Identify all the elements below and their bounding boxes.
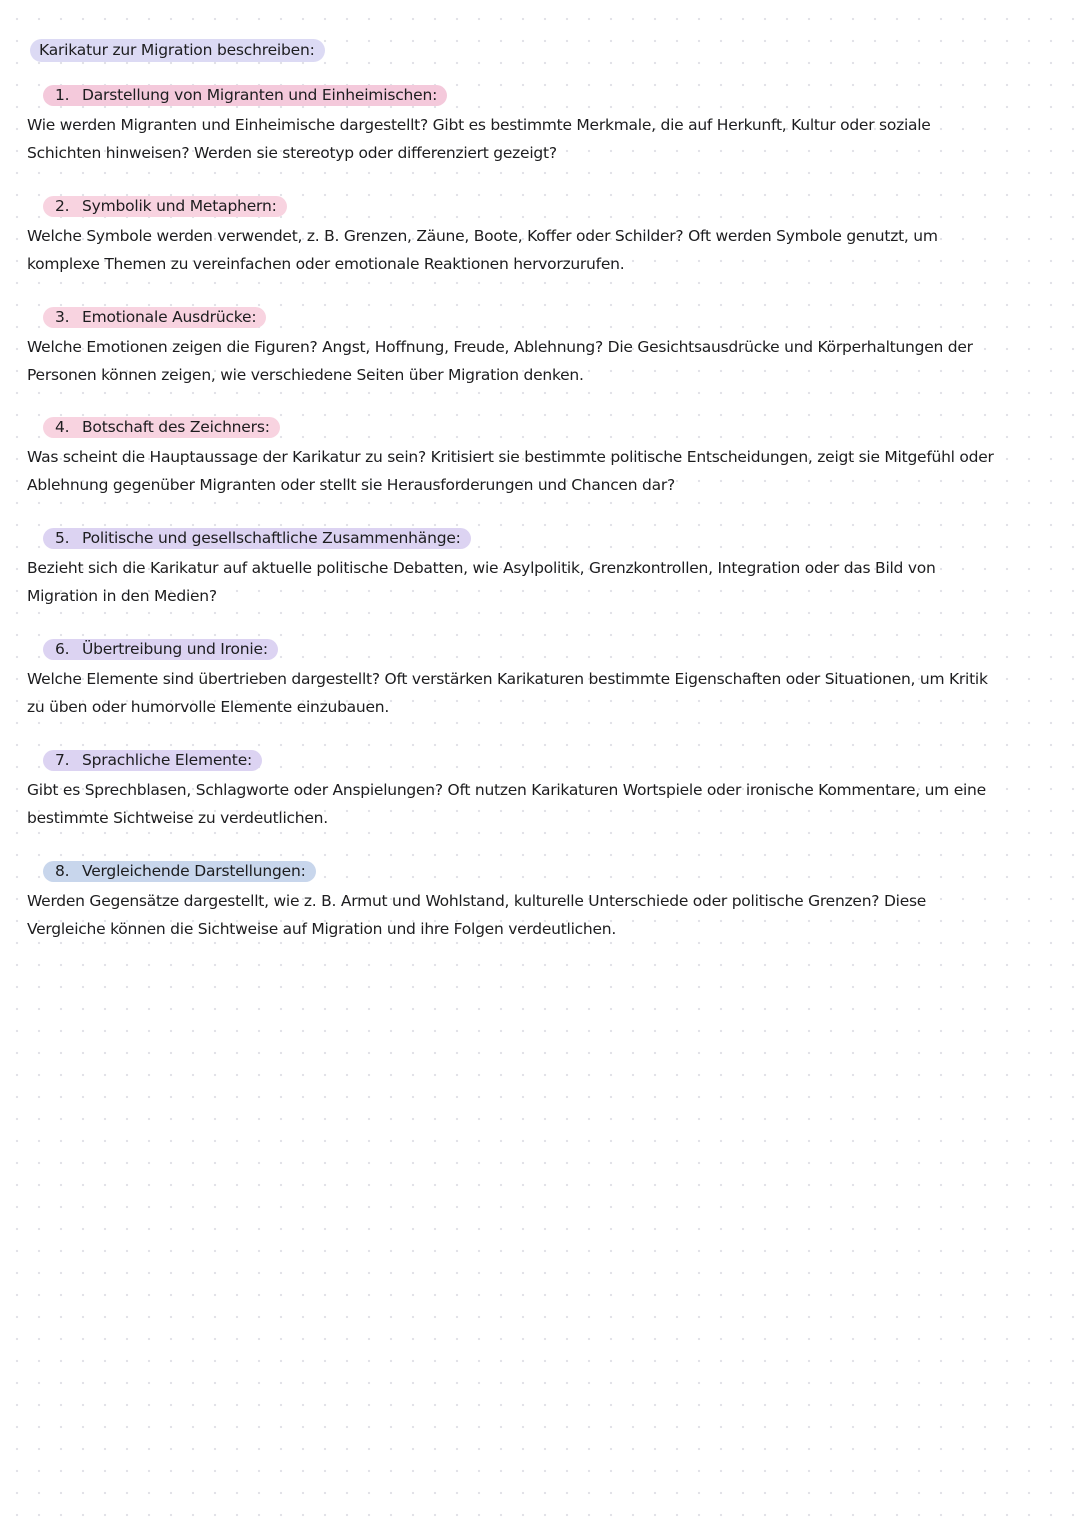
section-heading (43, 861, 316, 882)
section-8 (27, 861, 1027, 943)
section-heading-text: Symbolik und Metaphern: (82, 197, 277, 215)
section-number: 2. (55, 197, 70, 215)
section-number: 7. (55, 751, 70, 769)
section-number: 3. (55, 308, 70, 326)
section-number: 5. (55, 529, 70, 547)
section-1 (27, 85, 1027, 167)
section-text: Welche Elemente sind übertrieben dargestellt? Oft verstärken Karikaturen bestimmte Eigenschaften oder Situationen, um Kritik zu üben oder humorvolle Elemente einzubauen. (27, 670, 988, 716)
section-heading (43, 417, 280, 438)
section-number: 6. (55, 640, 70, 658)
section-4 (27, 417, 1027, 499)
section-7 (27, 750, 1027, 832)
section-number: 1. (55, 86, 70, 104)
section-number: 8. (55, 862, 70, 880)
section-heading-text: Darstellung von Migranten und Einheimischen: (82, 86, 438, 104)
section-heading-text: Botschaft des Zeichners: (82, 418, 270, 436)
section-heading (43, 750, 262, 771)
section-2 (27, 196, 1027, 278)
section-heading-text: Übertreibung und Ironie: (82, 640, 268, 658)
section-3 (27, 307, 1027, 389)
section-heading (43, 85, 447, 106)
section-5 (27, 528, 1027, 610)
section-heading (43, 528, 471, 549)
section-heading-text: Politische und gesellschaftliche Zusammenhänge: (82, 529, 461, 547)
section-text: Welche Emotionen zeigen die Figuren? Angst, Hoffnung, Freude, Ablehnung? Die Gesichtsausdrücke und Körperhaltungen der Personen können zeigen, wie verschiedene Seiten über Migration denken. (27, 338, 973, 384)
page-title: Karikatur zur Migration beschreiben: (30, 39, 325, 62)
section-text: Welche Symbole werden verwendet, z. B. Grenzen, Zäune, Boote, Koffer oder Schilder? Oft werden Symbole genutzt, um komplexe Themen zu vereinfachen oder emotionale Reaktionen hervorzurufen. (27, 227, 938, 273)
section-heading-text: Emotionale Ausdrücke: (82, 308, 257, 326)
section-number: 4. (55, 418, 70, 436)
section-heading (43, 307, 266, 328)
section-text: Was scheint die Hauptaussage der Karikatur zu sein? Kritisiert sie bestimmte politische Entscheidungen, zeigt sie Mitgefühl oder Ablehnung gegenüber Migranten oder stellt sie Herausforderungen und Chancen dar? (27, 448, 994, 494)
section-text: Bezieht sich die Karikatur auf aktuelle politische Debatten, wie Asylpolitik, Grenzkontrollen, Integration oder das Bild von Migration in den Medien? (27, 559, 936, 605)
section-heading-text: Sprachliche Elemente: (82, 751, 253, 769)
section-heading (43, 639, 278, 660)
section-text: Werden Gegensätze dargestellt, wie z. B. Armut und Wohlstand, kulturelle Unterschiede oder politische Grenzen? Diese Vergleiche können die Sichtweise auf Migration und ihre Folgen verdeutlichen. (27, 892, 927, 938)
section-text: Wie werden Migranten und Einheimische dargestellt? Gibt es bestimmte Merkmale, die auf Herkunft, Kultur oder soziale Schichten hinweisen? Werden sie stereotyp oder differenziert gezeigt? (27, 116, 931, 162)
section-text: Gibt es Sprechblasen, Schlagworte oder Anspielungen? Oft nutzen Karikaturen Wortspiele oder ironische Kommentare, um eine bestimmte Sichtweise zu verdeutlichen. (27, 781, 986, 827)
section-6 (27, 639, 1027, 721)
section-heading (43, 196, 287, 217)
section-heading-text: Vergleichende Darstellungen: (82, 862, 306, 880)
